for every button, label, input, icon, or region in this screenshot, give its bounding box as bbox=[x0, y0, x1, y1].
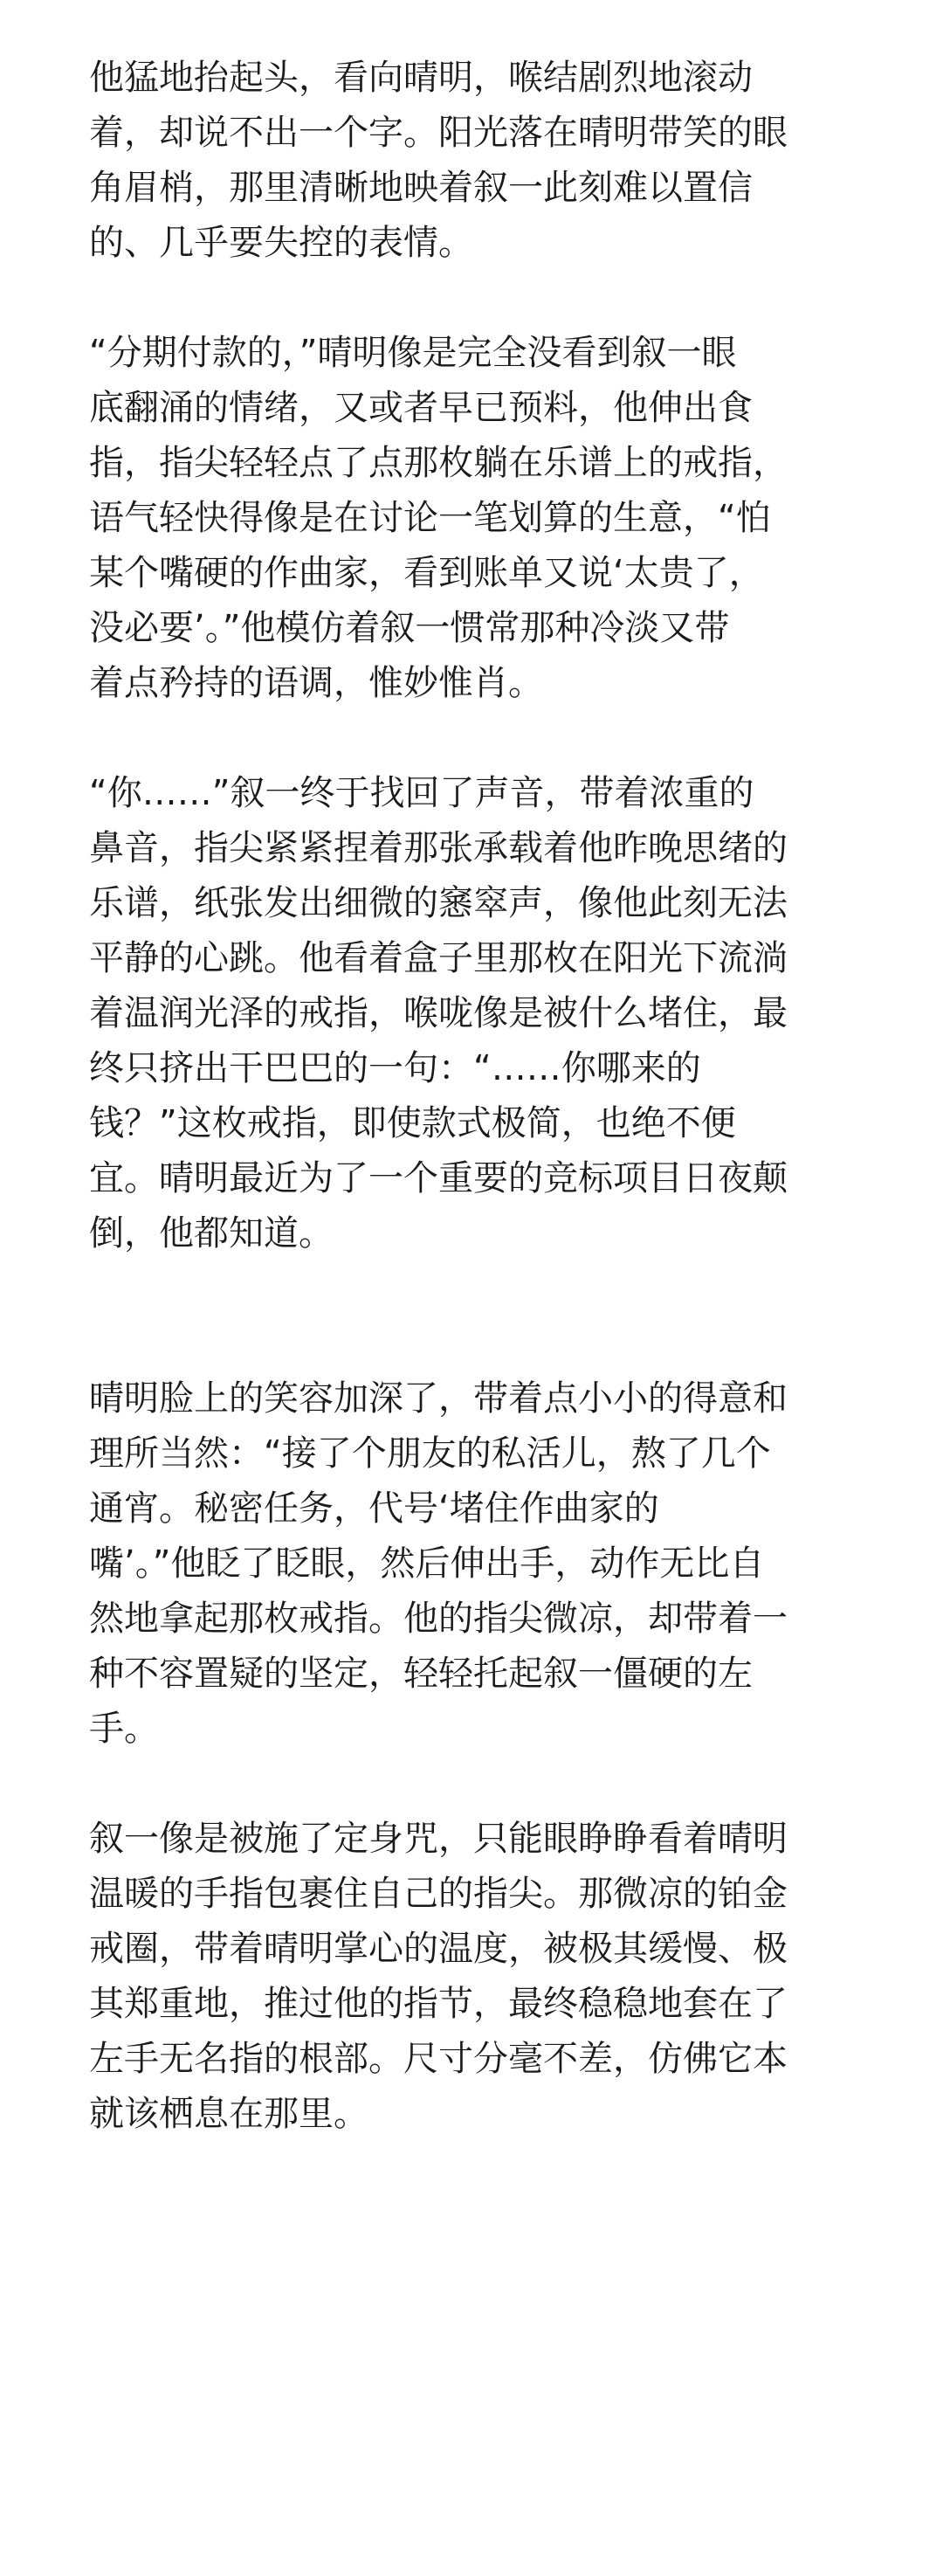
text-line: 理所当然：“接了个朋友的私活儿，熬了几个 bbox=[89, 1433, 771, 1474]
text-line: 平静的心跳。他看着盒子里那枚在阳光下流淌 bbox=[89, 938, 788, 978]
text-line: 着点矜持的语调，惟妙惟肖。 bbox=[89, 663, 543, 703]
text-line: 晴明脸上的笑容加深了，带着点小小的得意和 bbox=[89, 1378, 788, 1419]
text-line: 指，指尖轻轻点了点那枚躺在乐谱上的戒指， bbox=[89, 443, 788, 483]
text-line: 倒，他都知道。 bbox=[89, 1213, 334, 1253]
text-line: 角眉梢，那里清晰地映着叙一此刻难以置信 bbox=[89, 168, 753, 208]
paragraph-1 bbox=[89, 51, 854, 271]
paragraph-2 bbox=[89, 326, 854, 711]
text-line: 宜。晴明最近为了一个重要的竞标项目日夜颠 bbox=[89, 1158, 788, 1198]
text-line: 乐谱，纸张发出细微的窸窣声，像他此刻无法 bbox=[89, 883, 788, 923]
paragraph-gap bbox=[89, 711, 854, 766]
text-line: 终只挤出干巴巴的一句：“……你哪来的 bbox=[89, 1048, 701, 1088]
text-line: 叙一像是被施了定身咒，只能眼睁睁看着晴明 bbox=[89, 1819, 788, 1859]
text-line: “分期付款的，”晴明像是完全没看到叙一眼 bbox=[89, 333, 737, 373]
text-line: 嘴’。”他眨了眨眼，然后伸出手，动作无比自 bbox=[89, 1544, 765, 1584]
text-line: 然地拿起那枚戒指。他的指尖微凉，却带着一 bbox=[89, 1599, 788, 1639]
paragraph-gap bbox=[89, 271, 854, 326]
text-line: 戒圈，带着晴明掌心的温度，被极其缓慢、极 bbox=[89, 1929, 788, 1969]
text-line: 的、几乎要失控的表情。 bbox=[89, 223, 473, 263]
text-line: 鼻音，指尖紧紧捏着那张承载着他昨晚思绪的 bbox=[89, 828, 788, 868]
paragraph-3 bbox=[89, 766, 854, 1261]
text-line: 左手无名指的根部。尺寸分毫不差，仿佛它本 bbox=[89, 2039, 788, 2079]
text-line: 通宵。秘密任务，代号‘堵住作曲家的 bbox=[89, 1488, 659, 1529]
text-line: 其郑重地，推过他的指节，最终稳稳地套在了 bbox=[89, 1984, 788, 2024]
text-line: “你……”叙一终于找回了声音，带着浓重的 bbox=[89, 773, 754, 813]
text-line: 底翻涌的情绪，又或者早已预料，他伸出食 bbox=[89, 388, 753, 428]
text-line: 他猛地抬起头，看向晴明，喉结剧烈地滚动 bbox=[89, 58, 753, 98]
text-line: 着，却说不出一个字。阳光落在晴明带笑的眼 bbox=[89, 113, 788, 153]
text-line: 没必要’。”他模仿着叙一惯常那种冷淡又带 bbox=[89, 608, 730, 648]
paragraph-4 bbox=[89, 1371, 854, 1757]
text-line: 温暖的手指包裹住自己的指尖。那微凉的铂金 bbox=[89, 1874, 788, 1914]
text-line: 语气轻快得像是在讨论一笔划算的生意，“怕 bbox=[89, 498, 771, 538]
text-line: 就该栖息在那里。 bbox=[89, 2094, 368, 2134]
text-line: 手。 bbox=[89, 1709, 159, 1749]
text-line: 着温润光泽的戒指，喉咙像是被什么堵住，最 bbox=[89, 993, 788, 1033]
paragraph-5 bbox=[89, 1812, 854, 2142]
text-line: 钱？”这枚戒指，即使款式极简，也绝不便 bbox=[89, 1103, 736, 1143]
paragraph-gap bbox=[89, 1261, 854, 1371]
text-line: 种不容置疑的坚定，轻轻托起叙一僵硬的左 bbox=[89, 1654, 753, 1694]
paragraph-gap bbox=[89, 1757, 854, 1812]
text-line: 某个嘴硬的作曲家，看到账单又说‘太贵了， bbox=[89, 553, 764, 593]
